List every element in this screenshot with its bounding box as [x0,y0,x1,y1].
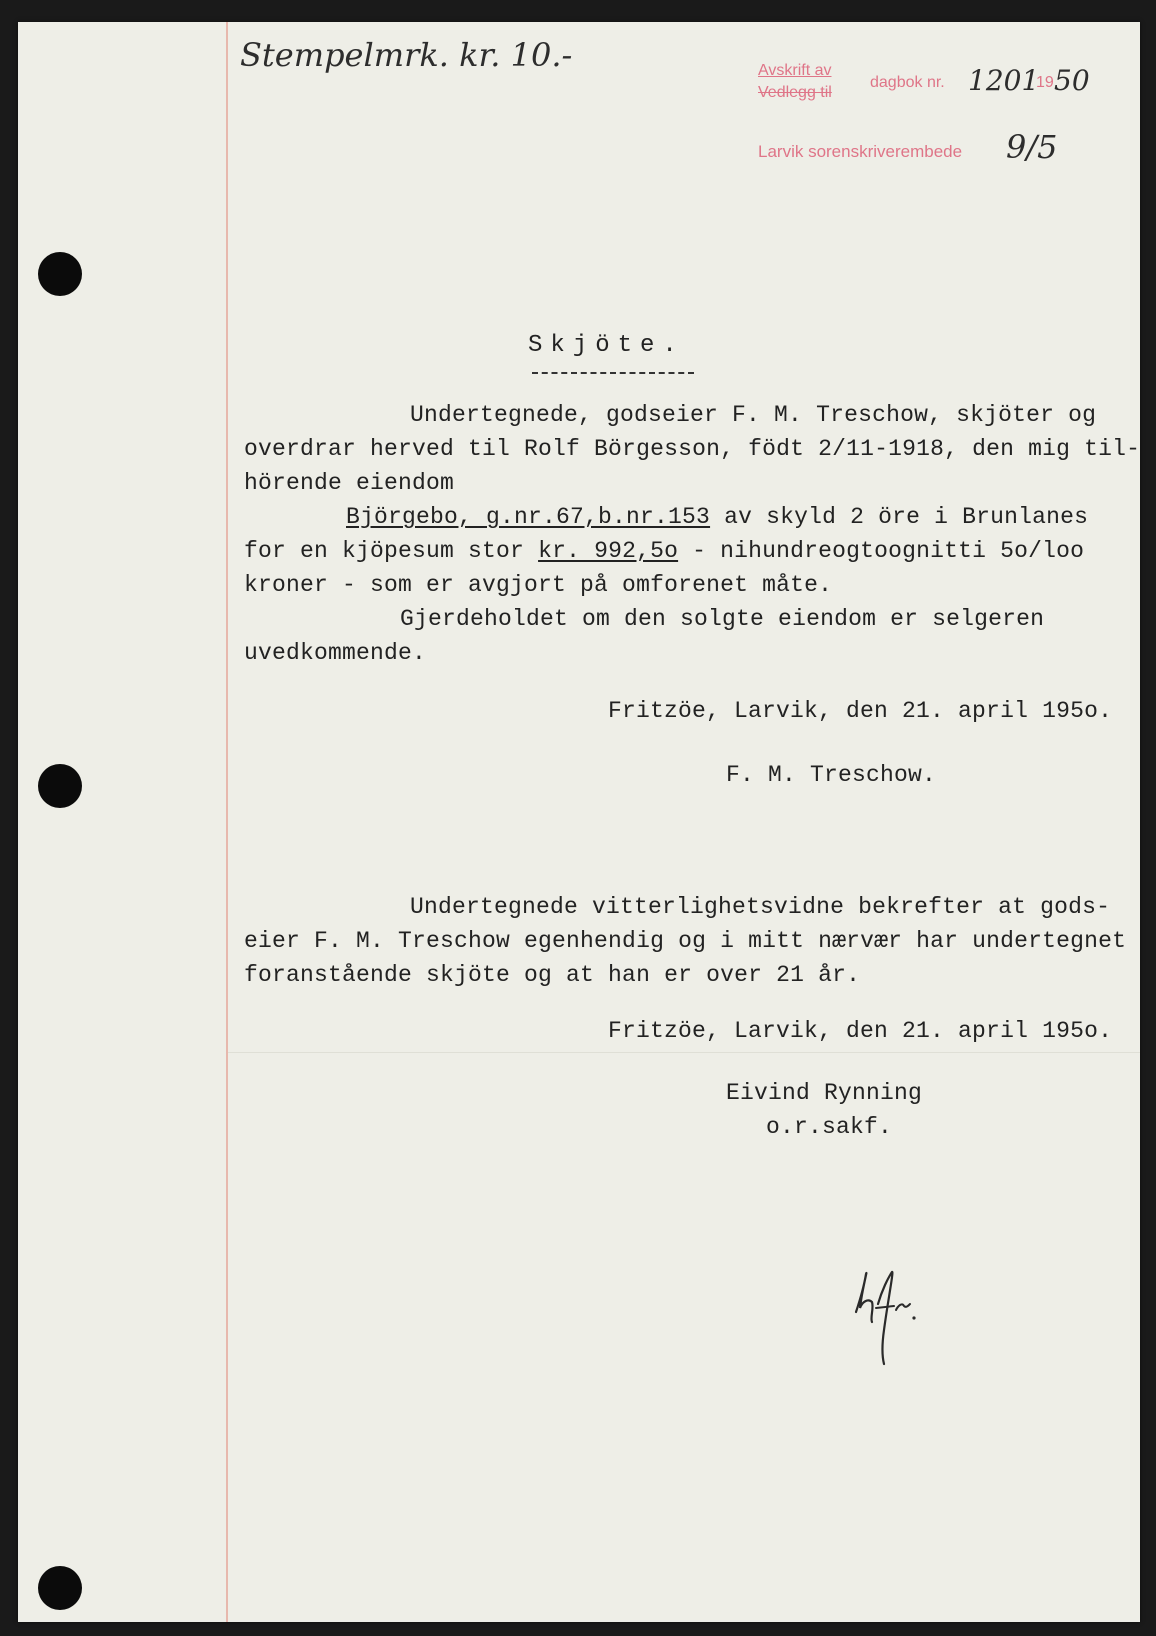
property-location: av skyld 2 öre i Brunlanes [710,504,1089,530]
punch-hole-top [38,252,82,296]
paragraph-1-line-5 [244,538,1084,564]
document-page [18,22,1140,1622]
place-date-2: Fritzöe, Larvik, den 21. april 195o. [608,1018,1113,1044]
paragraph-1-line-3: hörende eiendom [244,470,455,496]
punch-hole-bottom [38,1566,82,1610]
price-in-words: - nihundreogtoognitti 5o/loo [678,538,1085,564]
registry-stamp [758,62,1118,172]
faint-divider [228,1052,1140,1053]
title-underline [532,372,694,374]
witness-title: o.r.sakf. [766,1114,893,1140]
margin-line [226,22,228,1622]
paragraph-1-line-1: Undertegnede, godseier F. M. Treschow, skjöter og [410,402,1097,428]
stamp-dagbok-number: 1201 [968,64,1040,97]
handwritten-initials [848,1260,928,1374]
paragraph-2-line-2: uvedkommende. [244,640,427,666]
stamp-date: 9/5 [1006,128,1058,166]
stamp-dagbok-label: dagbok nr. [870,74,945,91]
paragraph-1-line-6: kroner - som er avgjort på omforenet måte. [244,572,833,598]
place-date-1: Fritzöe, Larvik, den 21. april 195o. [608,698,1113,724]
stamp-office: Larvik sorenskriverembede [758,142,963,161]
paragraph-2-line-1: Gjerdeholdet om den solgte eiendom er selgeren [400,606,1045,632]
paragraph-3-line-2: eier F. M. Treschow egenhendig og i mitt nærvær har undertegnet [244,928,1127,954]
document-title: Skjöte. [528,332,685,359]
punch-hole-middle [38,764,82,808]
paragraph-3-line-3: foranstående skjöte og at han er over 21 år. [244,962,861,988]
stamp-year-prefix: 19 [1036,74,1054,91]
stamp-line-2: Vedlegg til [758,84,832,101]
paragraph-1-line-4 [346,504,1088,530]
witness-name: Eivind Rynning [726,1080,923,1106]
property-designation: Björgebo, g.nr.67,b.nr.153 [346,504,711,530]
price-prefix: for en kjöpesum stor [244,538,539,564]
paragraph-1-line-2: overdrar herved til Rolf Börgesson, födt 2/11-1918, den mig til- [244,436,1140,462]
stamp-line-1: Avskrift av [758,62,832,79]
handwritten-stamp-fee: Stempelmrk. kr. 10.- [240,36,573,74]
paragraph-3-line-1: Undertegnede vitterlighetsvidne bekrefter at gods- [410,894,1111,920]
signatory-1: F. M. Treschow. [726,762,937,788]
stamp-year-suffix: 50 [1054,64,1090,97]
initials-signature-mark [848,1260,928,1370]
purchase-amount: kr. 992,5o [538,538,679,564]
